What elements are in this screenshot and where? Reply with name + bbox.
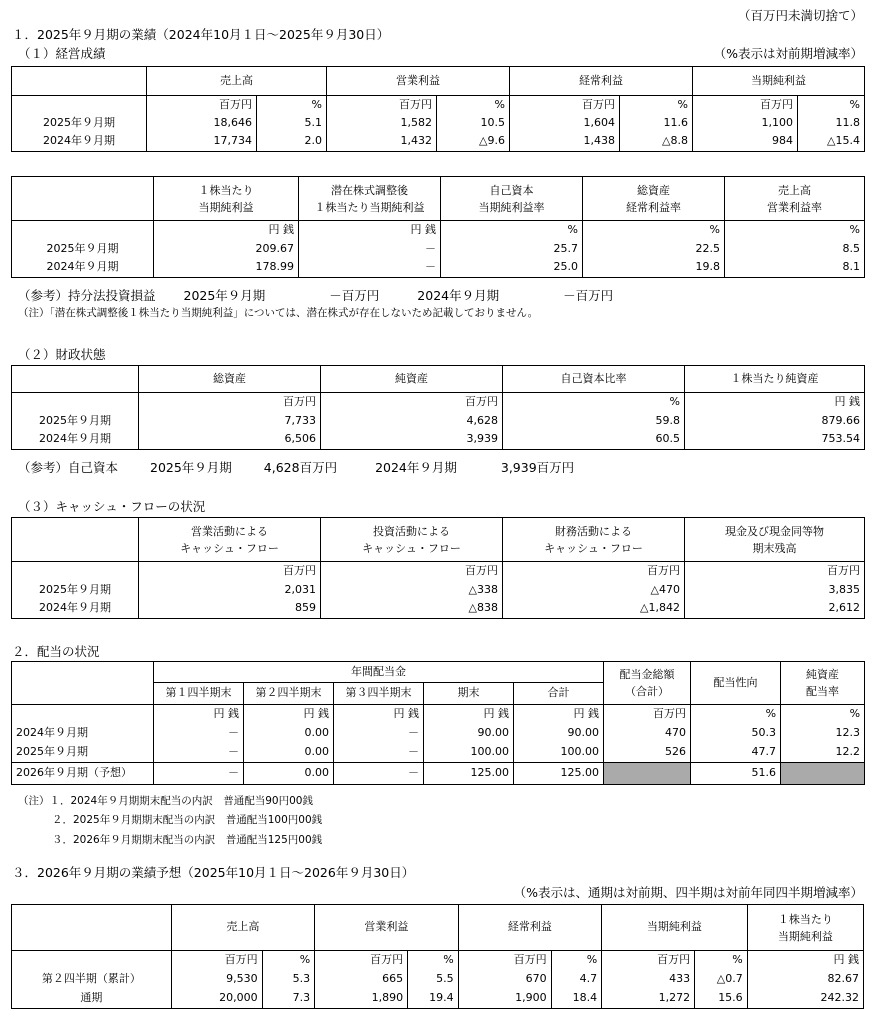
value-cell: 0.00: [244, 724, 334, 743]
value-cell: 470: [604, 724, 691, 743]
value-cell: 90.00: [424, 724, 514, 743]
unit-cell: 百万円: [147, 96, 257, 115]
label-cell: [12, 705, 154, 724]
table-row: [12, 431, 865, 450]
section-dividends-title: ２．配当の状況: [12, 644, 100, 659]
header-operating-margin: 売上高 営業利益率: [725, 177, 865, 221]
label-cell: [12, 951, 172, 970]
unit-cell: 百万円: [685, 562, 865, 581]
section1-subtitle: （１）経営成績: [18, 46, 106, 61]
value-cell: 8.5: [725, 240, 865, 259]
unit-cell: 百万円: [139, 393, 321, 412]
unit-cell: 百万円: [321, 562, 503, 581]
value-cell: 125.00: [514, 763, 604, 785]
ref-value: －百万円: [329, 288, 380, 303]
unit-cell: %: [798, 96, 865, 115]
value-cell: 753.54: [685, 431, 865, 450]
value-cell: △470: [503, 581, 685, 600]
value-cell: 1,438: [510, 133, 620, 152]
value-cell: －: [334, 763, 424, 785]
dividend-note-3: ３．2026年９月期期末配当の内訳 普通配当125円00銭: [52, 834, 323, 846]
value-cell: △1,842: [503, 600, 685, 619]
header-blank: [12, 177, 154, 221]
row-label: 2026年９月期（予想）: [12, 763, 154, 785]
value-cell: 7.3: [262, 989, 315, 1009]
section-financial-title: （２）財政状態: [18, 347, 106, 362]
value-cell: 18,646: [147, 115, 257, 133]
unit-cell: 百万円: [327, 96, 437, 115]
table-row: [12, 743, 865, 763]
unit-cell: 百万円: [503, 562, 685, 581]
header-q3: 第３四半期末: [334, 683, 424, 705]
row-label: 2025年９月期: [12, 581, 139, 600]
row-label: 2025年９月期: [12, 240, 154, 259]
header-eps: １株当たり 当期純利益: [747, 905, 863, 951]
unit-cell: %: [725, 221, 865, 240]
value-cell: 25.0: [441, 259, 583, 278]
forecast-pct-note: （%表示は、通期は対前期、四半期は対前年同四半期増減率）: [513, 885, 863, 900]
unit-cell: %: [691, 705, 781, 724]
unit-cell: %: [441, 221, 583, 240]
value-cell: 17,734: [147, 133, 257, 152]
value-cell: 0.00: [244, 763, 334, 785]
value-cell: 51.6: [691, 763, 781, 785]
header-roe: 自己資本 当期純利益率: [441, 177, 583, 221]
table-row: [12, 724, 865, 743]
value-cell: 100.00: [424, 743, 514, 763]
value-cell: △8.8: [620, 133, 693, 152]
value-cell: 47.7: [691, 743, 781, 763]
unit-cell: 百万円: [171, 951, 262, 970]
shaded-cell: [604, 763, 691, 785]
ref-period: 2024年９月期: [375, 460, 457, 475]
cashflow-table: [11, 517, 865, 619]
value-cell: 20,000: [171, 989, 262, 1009]
value-cell: 5.1: [257, 115, 327, 133]
value-cell: －: [299, 240, 441, 259]
operating-results-table: [11, 66, 865, 152]
row-label: 2025年９月期: [12, 743, 154, 763]
value-cell: 1,272: [602, 989, 695, 1009]
value-cell: △338: [321, 581, 503, 600]
value-cell: 984: [693, 133, 798, 152]
value-cell: 670: [458, 970, 551, 989]
unit-cell: %: [583, 221, 725, 240]
header-doe: 純資産 配当率: [781, 662, 865, 705]
unit-note: （百万円未満切捨て）: [737, 8, 863, 23]
value-cell: 0.00: [244, 743, 334, 763]
ref-period: 2025年９月期: [183, 288, 266, 303]
value-cell: 90.00: [514, 724, 604, 743]
unit-cell: 百万円: [602, 951, 695, 970]
section-cashflow-title: （３）キャッシュ・フローの状況: [18, 499, 206, 514]
unit-cell: 百万円: [510, 96, 620, 115]
row-label: 2024年９月期: [12, 600, 139, 619]
header-net-assets: 純資産: [321, 366, 503, 393]
value-cell: －: [154, 763, 244, 785]
ref-value: 3,939百万円: [500, 460, 575, 475]
value-cell: 4,628: [321, 412, 503, 431]
header-cash-balance: 現金及び現金同等物 期末残高: [685, 518, 865, 562]
header-net-income: 当期純利益: [693, 67, 865, 96]
dividend-note-1: （注）１．2024年９月期期末配当の内訳 普通配当90円00銭: [18, 795, 313, 807]
value-cell: －: [334, 724, 424, 743]
value-cell: 1,432: [327, 133, 437, 152]
value-cell: 879.66: [685, 412, 865, 431]
unit-cell: 百万円: [458, 951, 551, 970]
table-row: [12, 970, 864, 989]
diluted-eps-note: （注）「潜在株式調整後１株当たり当期純利益」については、潜在株式が存在しないため記載しておりません。: [18, 307, 539, 319]
value-cell: 18.4: [551, 989, 602, 1009]
value-cell: －: [299, 259, 441, 278]
value-cell: 5.3: [262, 970, 315, 989]
unit-cell: 百万円: [693, 96, 798, 115]
value-cell: 665: [315, 970, 408, 989]
table-row: [12, 259, 865, 278]
per-share-table: [11, 176, 865, 278]
value-cell: △15.4: [798, 133, 865, 152]
header-eps: １株当たり 当期純利益: [154, 177, 299, 221]
value-cell: △9.6: [437, 133, 510, 152]
unit-cell: 円 銭: [334, 705, 424, 724]
table-row: [12, 240, 865, 259]
row-label: 2025年９月期: [12, 115, 147, 133]
header-bps: １株当たり純資産: [685, 366, 865, 393]
header-year-end: 期末: [424, 683, 514, 705]
header-operating-cf: 営業活動による キャッシュ・フロー: [139, 518, 321, 562]
value-cell: 209.67: [154, 240, 299, 259]
header-financing-cf: 財務活動による キャッシュ・フロー: [503, 518, 685, 562]
unit-cell: %: [257, 96, 327, 115]
header-q1: 第１四半期末: [154, 683, 244, 705]
unit-cell: %: [551, 951, 602, 970]
dividend-note-2: ２．2025年９月期期末配当の内訳 普通配当100円00銭: [52, 814, 323, 826]
unit-cell: 円 銭: [244, 705, 334, 724]
value-cell: 22.5: [583, 240, 725, 259]
label-cell: [12, 562, 139, 581]
header-sales: 売上高: [171, 905, 315, 951]
header-blank: [12, 662, 154, 683]
row-label: 2024年９月期: [12, 133, 147, 152]
value-cell: 1,604: [510, 115, 620, 133]
table-row: [12, 412, 865, 431]
value-cell: 10.5: [437, 115, 510, 133]
table-row: [12, 115, 865, 133]
ref-label: （参考）自己資本: [18, 460, 119, 475]
header-operating-income: 営業利益: [327, 67, 510, 96]
header-net-income: 当期純利益: [602, 905, 748, 951]
label-cell: [12, 96, 147, 115]
section-forecast-title: ３．2026年９月期の業績予想（2025年10月１日～2026年９月30日）: [12, 865, 415, 880]
header-blank: [12, 67, 147, 96]
unit-cell: 円 銭: [154, 221, 299, 240]
value-cell: 11.8: [798, 115, 865, 133]
unit-cell: %: [262, 951, 315, 970]
unit-cell: %: [408, 951, 459, 970]
unit-cell: 円 銭: [424, 705, 514, 724]
value-cell: 59.8: [503, 412, 685, 431]
header-blank: [12, 905, 172, 951]
value-cell: 8.1: [725, 259, 865, 278]
value-cell: －: [154, 743, 244, 763]
header-payout-ratio: 配当性向: [691, 662, 781, 705]
header-ordinary-income: 経常利益: [510, 67, 693, 96]
value-cell: 178.99: [154, 259, 299, 278]
unit-cell: 百万円: [321, 393, 503, 412]
value-cell: －: [334, 743, 424, 763]
value-cell: 242.32: [747, 989, 863, 1009]
unit-cell: %: [503, 393, 685, 412]
forecast-table: [11, 904, 864, 1009]
row-label: 2025年９月期: [12, 412, 139, 431]
ref-period: 2024年９月期: [417, 288, 500, 303]
value-cell: 50.3: [691, 724, 781, 743]
financial-position-table: [11, 365, 865, 450]
header-ordinary-income: 経常利益: [458, 905, 602, 951]
row-label: 2024年９月期: [12, 431, 139, 450]
value-cell: －: [154, 724, 244, 743]
value-cell: 2,612: [685, 600, 865, 619]
header-investing-cf: 投資活動による キャッシュ・フロー: [321, 518, 503, 562]
unit-cell: %: [437, 96, 510, 115]
header-annual-dividends: 年間配当金: [154, 662, 604, 683]
value-cell: 7,733: [139, 412, 321, 431]
header-q2: 第２四半期末: [244, 683, 334, 705]
header-operating-income: 営業利益: [315, 905, 459, 951]
dividends-table: [11, 661, 865, 785]
header-blank: [12, 366, 139, 393]
ref-label: （参考）持分法投資損益: [18, 288, 156, 303]
section1-title: １．2025年９月期の業績（2024年10月１日～2025年９月30日）: [12, 27, 390, 42]
header-diluted-eps: 潜在株式調整後 １株当たり当期純利益: [299, 177, 441, 221]
label-cell: [12, 393, 139, 412]
unit-cell: 百万円: [315, 951, 408, 970]
unit-cell: 円 銭: [154, 705, 244, 724]
value-cell: 433: [602, 970, 695, 989]
value-cell: 3,939: [321, 431, 503, 450]
table-row: [12, 581, 865, 600]
header-sales: 売上高: [147, 67, 327, 96]
value-cell: 2.0: [257, 133, 327, 152]
value-cell: 6,506: [139, 431, 321, 450]
shaded-cell: [781, 763, 865, 785]
value-cell: 1,582: [327, 115, 437, 133]
unit-cell: 百万円: [139, 562, 321, 581]
row-label: 2024年９月期: [12, 259, 154, 278]
header-total: 合計: [514, 683, 604, 705]
value-cell: 82.67: [747, 970, 863, 989]
value-cell: 12.3: [781, 724, 865, 743]
header-total-assets: 総資産: [139, 366, 321, 393]
equity-method-note: [18, 286, 613, 304]
header-blank: [12, 683, 154, 705]
value-cell: 1,900: [458, 989, 551, 1009]
value-cell: 100.00: [514, 743, 604, 763]
pct-note: （%表示は対前期増減率）: [713, 46, 863, 61]
unit-cell: 円 銭: [514, 705, 604, 724]
table-row: [12, 133, 865, 152]
value-cell: 1,890: [315, 989, 408, 1009]
value-cell: 60.5: [503, 431, 685, 450]
header-equity-ratio: 自己資本比率: [503, 366, 685, 393]
value-cell: 12.2: [781, 743, 865, 763]
equity-note: [18, 458, 574, 476]
value-cell: 25.7: [441, 240, 583, 259]
unit-cell: 円 銭: [747, 951, 863, 970]
value-cell: 15.6: [695, 989, 748, 1009]
unit-cell: %: [781, 705, 865, 724]
value-cell: 2,031: [139, 581, 321, 600]
row-label: 第２四半期（累計）: [12, 970, 172, 989]
value-cell: 4.7: [551, 970, 602, 989]
row-label: 通期: [12, 989, 172, 1009]
table-row-forecast: [12, 763, 865, 785]
table-row: [12, 600, 865, 619]
ref-value: －百万円: [563, 288, 614, 303]
header-roa: 総資産 経常利益率: [583, 177, 725, 221]
value-cell: 859: [139, 600, 321, 619]
value-cell: 3,835: [685, 581, 865, 600]
unit-cell: %: [695, 951, 748, 970]
unit-cell: %: [620, 96, 693, 115]
value-cell: 11.6: [620, 115, 693, 133]
ref-period: 2025年９月期: [150, 460, 232, 475]
value-cell: △838: [321, 600, 503, 619]
value-cell: △0.7: [695, 970, 748, 989]
header-total-dividends: 配当金総額 （合計）: [604, 662, 691, 705]
unit-cell: 百万円: [604, 705, 691, 724]
value-cell: 125.00: [424, 763, 514, 785]
value-cell: 1,100: [693, 115, 798, 133]
value-cell: 9,530: [171, 970, 262, 989]
header-blank: [12, 518, 139, 562]
table-row: [12, 989, 864, 1009]
unit-cell: 円 銭: [685, 393, 865, 412]
value-cell: 19.4: [408, 989, 459, 1009]
label-cell: [12, 221, 154, 240]
ref-value: 4,628百万円: [263, 460, 338, 475]
unit-cell: 円 銭: [299, 221, 441, 240]
row-label: 2024年９月期: [12, 724, 154, 743]
value-cell: 19.8: [583, 259, 725, 278]
value-cell: 526: [604, 743, 691, 763]
value-cell: 5.5: [408, 970, 459, 989]
